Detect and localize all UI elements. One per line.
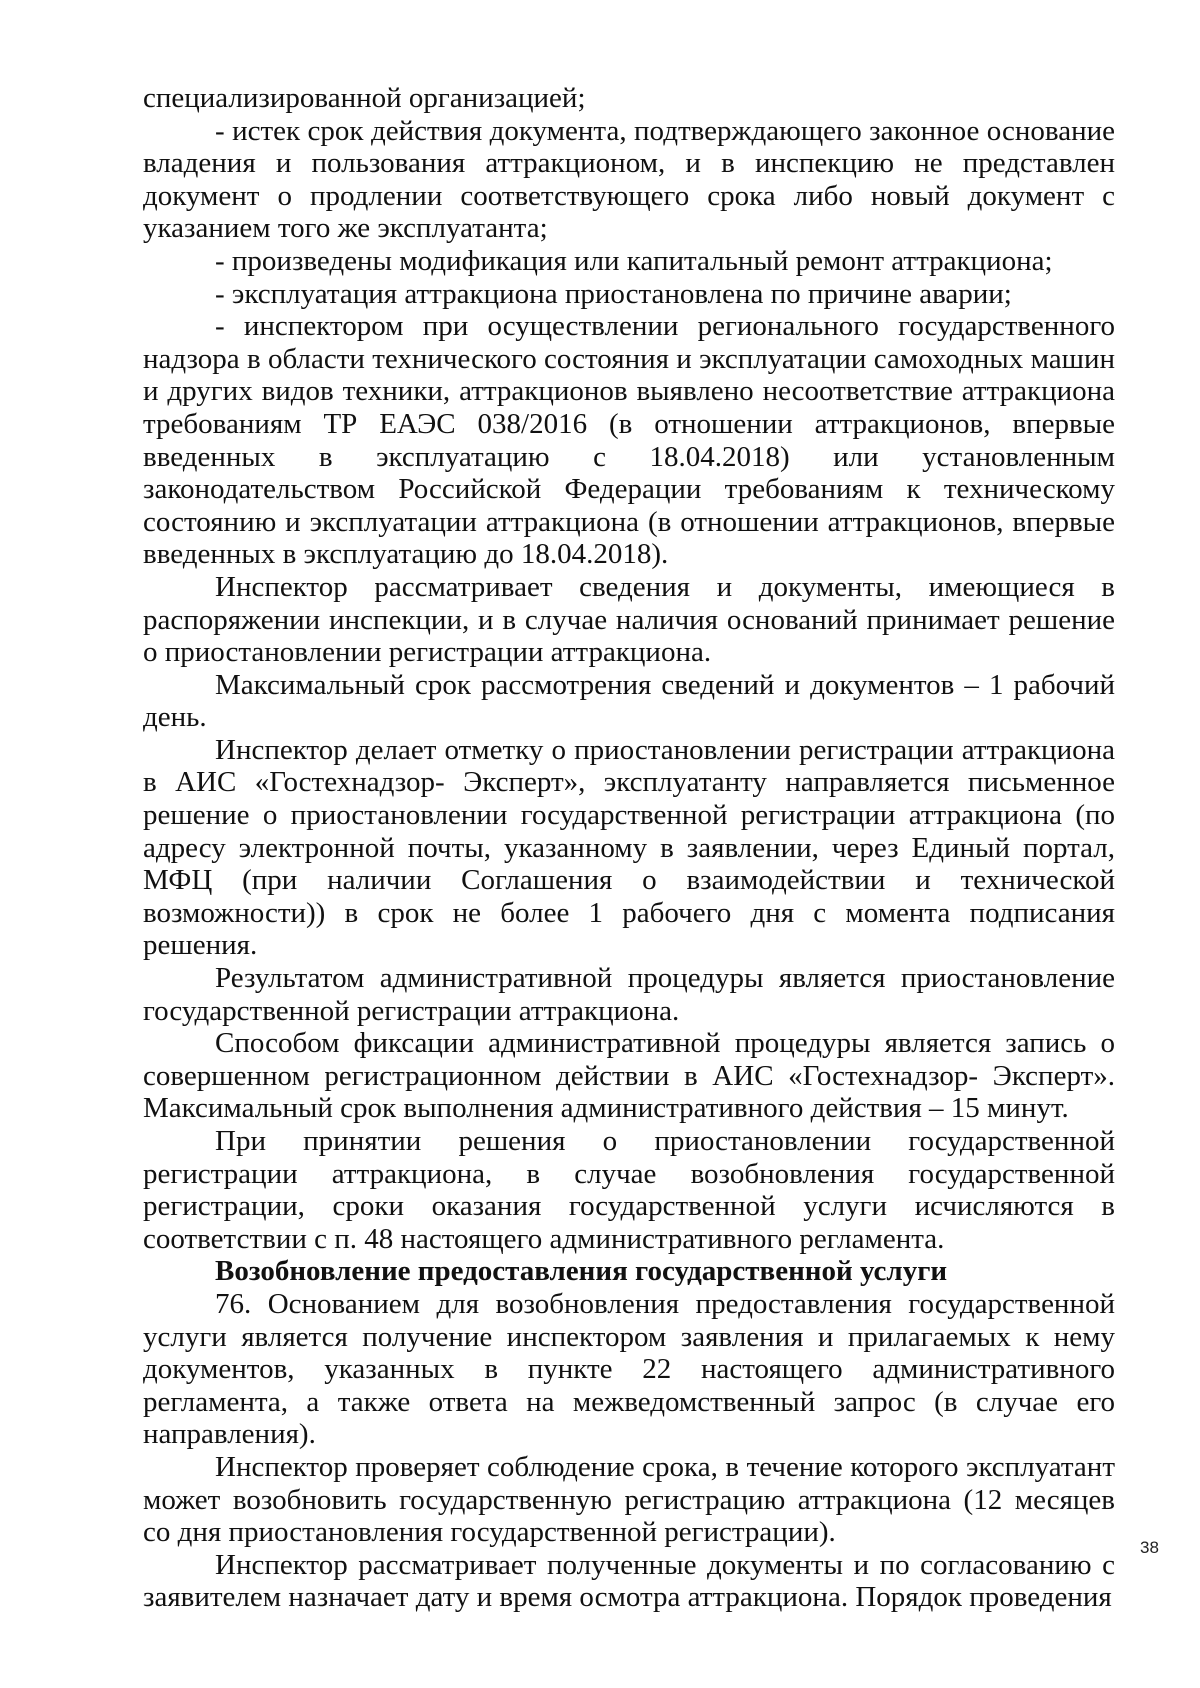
paragraph: 76. Основанием для возобновления предоставления государственной услуги является получение инспектором заявления и прилагаемых к нему документов, указанных в пункте 22 настоящего административного регламента, а также ответа на межведомственный запрос (в случае его направления). [143, 1287, 1115, 1451]
paragraph: Инспектор проверяет соблюдение срока, в течение которого эксплуатант может возобновить государственную регистрацию аттракциона (12 месяцев со дня приостановления государственной регистрации). [143, 1450, 1115, 1549]
paragraph: - истек срок действия документа, подтверждающего законное основание владения и пользования аттракционом, и в инспекцию не представлен документ о продлении соответствующего срока либо новый документ с указанием того же эксплуатанта; [143, 114, 1115, 245]
page-number: 38 [1140, 1538, 1159, 1557]
paragraph: Инспектор делает отметку о приостановлении регистрации аттракциона в АИС «Гостехнадзор- Эксперт», эксплуатанту направляется письменное решение о приостановлении государственной регистрации аттракциона (по адресу электронной почты, указанному в заявлении, через Единый портал, МФЦ (при наличии Соглашения о взаимодействии и технической возможности)) в срок не более 1 рабочего дня с момента подписания решения. [143, 733, 1115, 962]
paragraph: Инспектор рассматривает полученные документы и по согласованию с заявителем назначает дату и время осмотра аттракциона. Порядок проведения [143, 1548, 1115, 1614]
document-body [143, 82, 1115, 1614]
paragraph: Результатом административной процедуры является приостановление государственной регистрации аттракциона. [143, 962, 1115, 1027]
paragraph: - эксплуатация аттракциона приостановлена по причине аварии; [215, 277, 1012, 310]
paragraph: - произведены модификация или капитальный ремонт аттракциона; [215, 244, 1053, 277]
paragraph: Инспектор рассматривает сведения и документы, имеющиеся в распоряжении инспекции, и в случае наличия оснований принимает решение о приостановлении регистрации аттракциона. [143, 570, 1115, 669]
paragraph: Способом фиксации административной процедуры является запись о совершенном регистрационном действии в АИС «Гостехнадзор- Эксперт». Максимальный срок выполнения административного действия – 15 минут. [143, 1027, 1115, 1125]
section-heading: Возобновление предоставления государственной услуги [215, 1255, 948, 1288]
paragraph: Максимальный срок рассмотрения сведений и документов – 1 рабочий день. [143, 668, 1115, 734]
paragraph: При принятии решения о приостановлении государственной регистрации аттракциона, в случае возобновления государственной регистрации, сроки оказания государственной услуги исчисляются в соответствии с п. 48 настоящего административного регламента. [143, 1125, 1115, 1255]
paragraph: - инспектором при осуществлении регионального государственного надзора в области технического состояния и эксплуатации самоходных машин и других видов техники, аттракционов выявлено несоответствие аттракциона требованиям ТР ЕАЭС 038/2016 (в отношении аттракционов, впервые введенных в эксплуатацию с 18.04.2018) или установленным законодательством Российской Федерации требованиям к техническому состоянию и эксплуатации аттракциона (в отношении аттракционов, впервые введенных в эксплуатацию до 18.04.2018). [143, 310, 1115, 571]
paragraph: специализированной организацией; [143, 82, 586, 114]
